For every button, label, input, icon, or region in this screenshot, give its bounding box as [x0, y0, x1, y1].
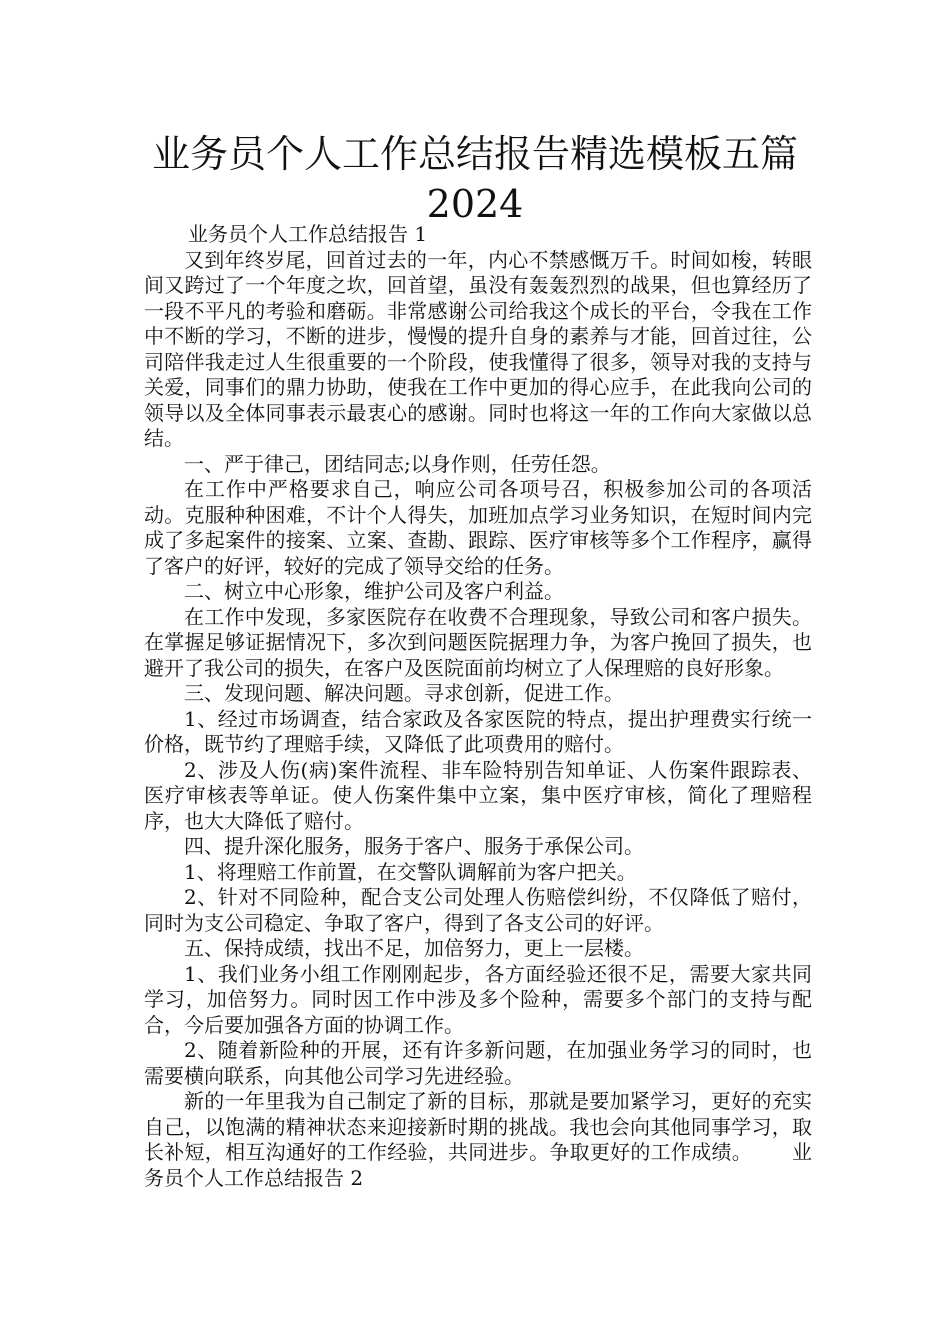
- closing-text: 新的一年里我为自己制定了新的目标，那就是要加紧学习，更好的充实自己，以饱满的精神状态来迎接新时期的挑战。我也会向其他同事学习，取长补短，相互沟通好的工作经验，共同进步。争取更好的工作成绩。: [144, 1089, 812, 1164]
- list-item: 2、涉及人伤(病)案件流程、非车险特别告知单证、人伤案件跟踪表、医疗审核表等单证。使人伤案件集中立案，集中医疗审核，简化了理赔程序，也大大降低了赔付。: [144, 757, 812, 833]
- list-item: 2、随着新险种的开展，还有许多新问题，在加强业务学习的同时，也需要横向联系，向其他公司学习先进经验。: [144, 1038, 812, 1088]
- list-item: 2、针对不同险种，配合支公司处理人伤赔偿纠纷，不仅降低了赔付，同时为支公司稳定、争取了客户，得到了各支公司的好评。: [144, 885, 812, 935]
- point-heading-2: 二、树立中心形象，维护公司及客户利益。: [184, 579, 564, 603]
- paragraph-intro: 又到年终岁尾，回首过去的一年，内心不禁感慨万千。时间如梭，转眼间又跨过了一个年度之坎，回首望，虽没有轰轰烈烈的战果，但也算经历了一段不平凡的考验和磨砺。非常感谢公司给我这个成长的平台，令我在工作中不断的学习，不断的进步，慢慢的提升自身的素养与才能，回首过往，公司陪伴我走过人生很重要的一个阶段，使我懂得了很多，领导对我的支持与关爱，同事们的鼎力协助，使我在工作中更加的得心应手，在此我向公司的领导以及全体同事表示最衷心的感谢。同时也将这一年的工作向大家做以总结。: [144, 247, 812, 450]
- point-heading-4: 四、提升深化服务，服务于客户、服务于承保公司。: [184, 834, 644, 858]
- point-heading-3: 三、发现问题、解决问题。寻求创新，促进工作。: [184, 681, 624, 705]
- list-item: 1、将理赔工作前置，在交警队调解前为客户把关。: [184, 859, 637, 884]
- document-title: 业务员个人工作总结报告精选模板五篇: [151, 132, 798, 176]
- paragraph: 在工作中发现，多家医院存在收费不合理现象，导致公司和客户损失。在掌握足够证据情况下，多次到问题医院据理力争，为客户挽回了损失，也避开了我公司的损失，在客户及医院面前均树立了人保理赔的良好形象。: [144, 604, 812, 680]
- point-heading-5: 五、保持成绩，找出不足，加倍努力，更上一层楼。: [184, 936, 644, 960]
- list-item: 1、我们业务小组工作刚刚起步，各方面经验还很不足，需要大家共同学习，加倍努力。同时因工作中涉及多个险种，需要多个部门的支持与配合，今后要加强各方面的协调工作。: [144, 961, 812, 1037]
- point-heading-1: 一、严于律己，团结同志;以身作则，任劳任怨。: [184, 451, 611, 476]
- section-heading-1: 业务员个人工作总结报告 1: [188, 222, 428, 246]
- document-body: [144, 222, 812, 1191]
- list-item: 1、经过市场调查，结合家政及各家医院的特点，提出护理费实行统一价格，既节约了理赔手续，又降低了此项费用的赔付。: [144, 706, 812, 756]
- document-title-year: 2024: [426, 182, 524, 226]
- paragraph-closing: [144, 1089, 812, 1191]
- paragraph: 在工作中严格要求自己，响应公司各项号召，积极参加公司的各项活动。克服种种困难，不计个人得失，加班加点学习业务知识，在短时间内完成了多起案件的接案、立案、查勘、跟踪、医疗审核等多个工作程序，赢得了客户的好评，较好的完成了领导交给的任务。: [144, 477, 812, 578]
- section-heading-2: 业务员个人工作总结报告 2: [144, 1140, 812, 1190]
